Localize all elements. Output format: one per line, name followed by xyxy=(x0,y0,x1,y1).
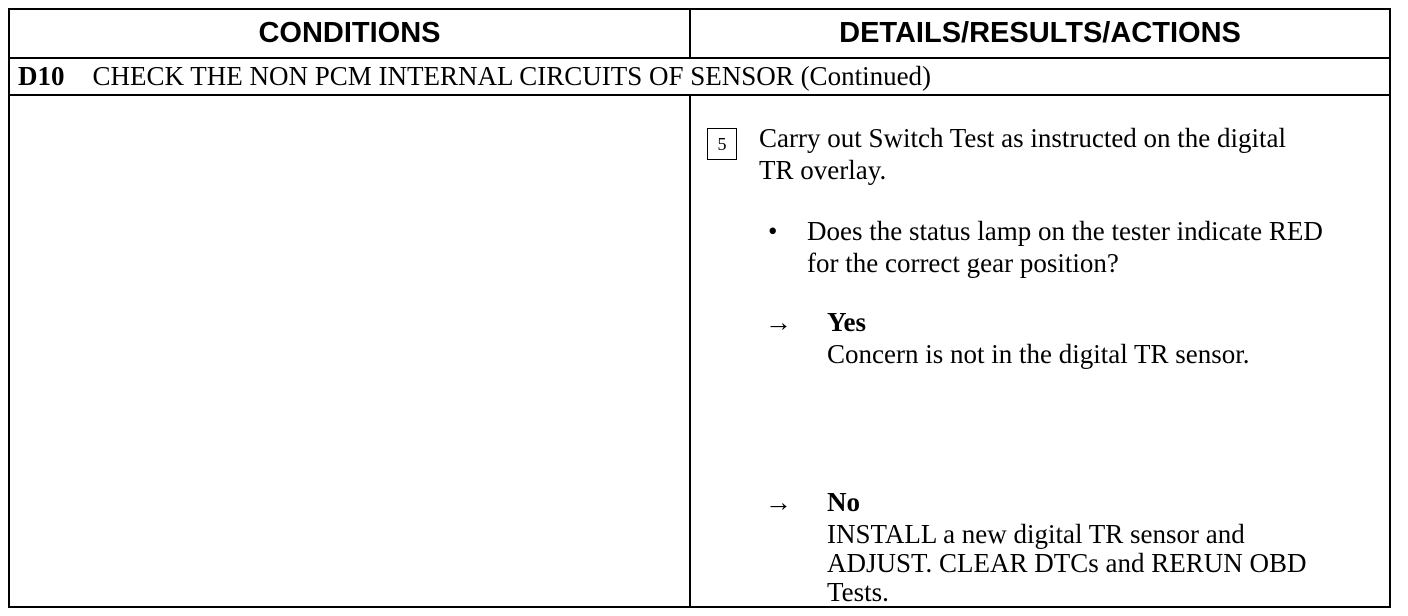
conditions-cell xyxy=(10,96,689,606)
diagnostic-table xyxy=(8,8,1391,608)
step-instruction-line1: Carry out Switch Test as instructed on the digital xyxy=(759,123,1287,153)
no-text-line2: ADJUST. CLEAR DTCs and RERUN OBD xyxy=(827,548,1307,578)
column-divider xyxy=(689,94,691,606)
section-title-row xyxy=(18,61,931,92)
question-line2: for the correct gear position? xyxy=(807,248,1119,278)
header-bottom-rule xyxy=(10,57,1389,59)
question-line1: Does the status lamp on the tester indicate RED xyxy=(807,216,1323,246)
section-title: CHECK THE NON PCM INTERNAL CIRCUITS OF SENSOR (Continued) xyxy=(92,61,932,91)
bullet-icon: • xyxy=(768,216,778,246)
step-number-box: 5 xyxy=(707,128,737,160)
no-label: No xyxy=(827,487,860,517)
no-text-line3: Tests. xyxy=(827,577,889,607)
yes-text: Concern is not in the digital TR sensor. xyxy=(827,339,1250,369)
section-code: D10 xyxy=(18,61,65,91)
no-arrow-icon: → xyxy=(765,487,792,517)
step-instruction-line2: TR overlay. xyxy=(759,155,887,185)
conditions-header: CONDITIONS xyxy=(258,17,441,49)
details-header: DETAILS/RESULTS/ACTIONS xyxy=(839,17,1241,49)
header-divider xyxy=(689,10,691,57)
yes-arrow-icon: → xyxy=(765,307,792,337)
no-text-line1: INSTALL a new digital TR sensor and xyxy=(827,519,1245,549)
yes-label: Yes xyxy=(827,307,866,337)
